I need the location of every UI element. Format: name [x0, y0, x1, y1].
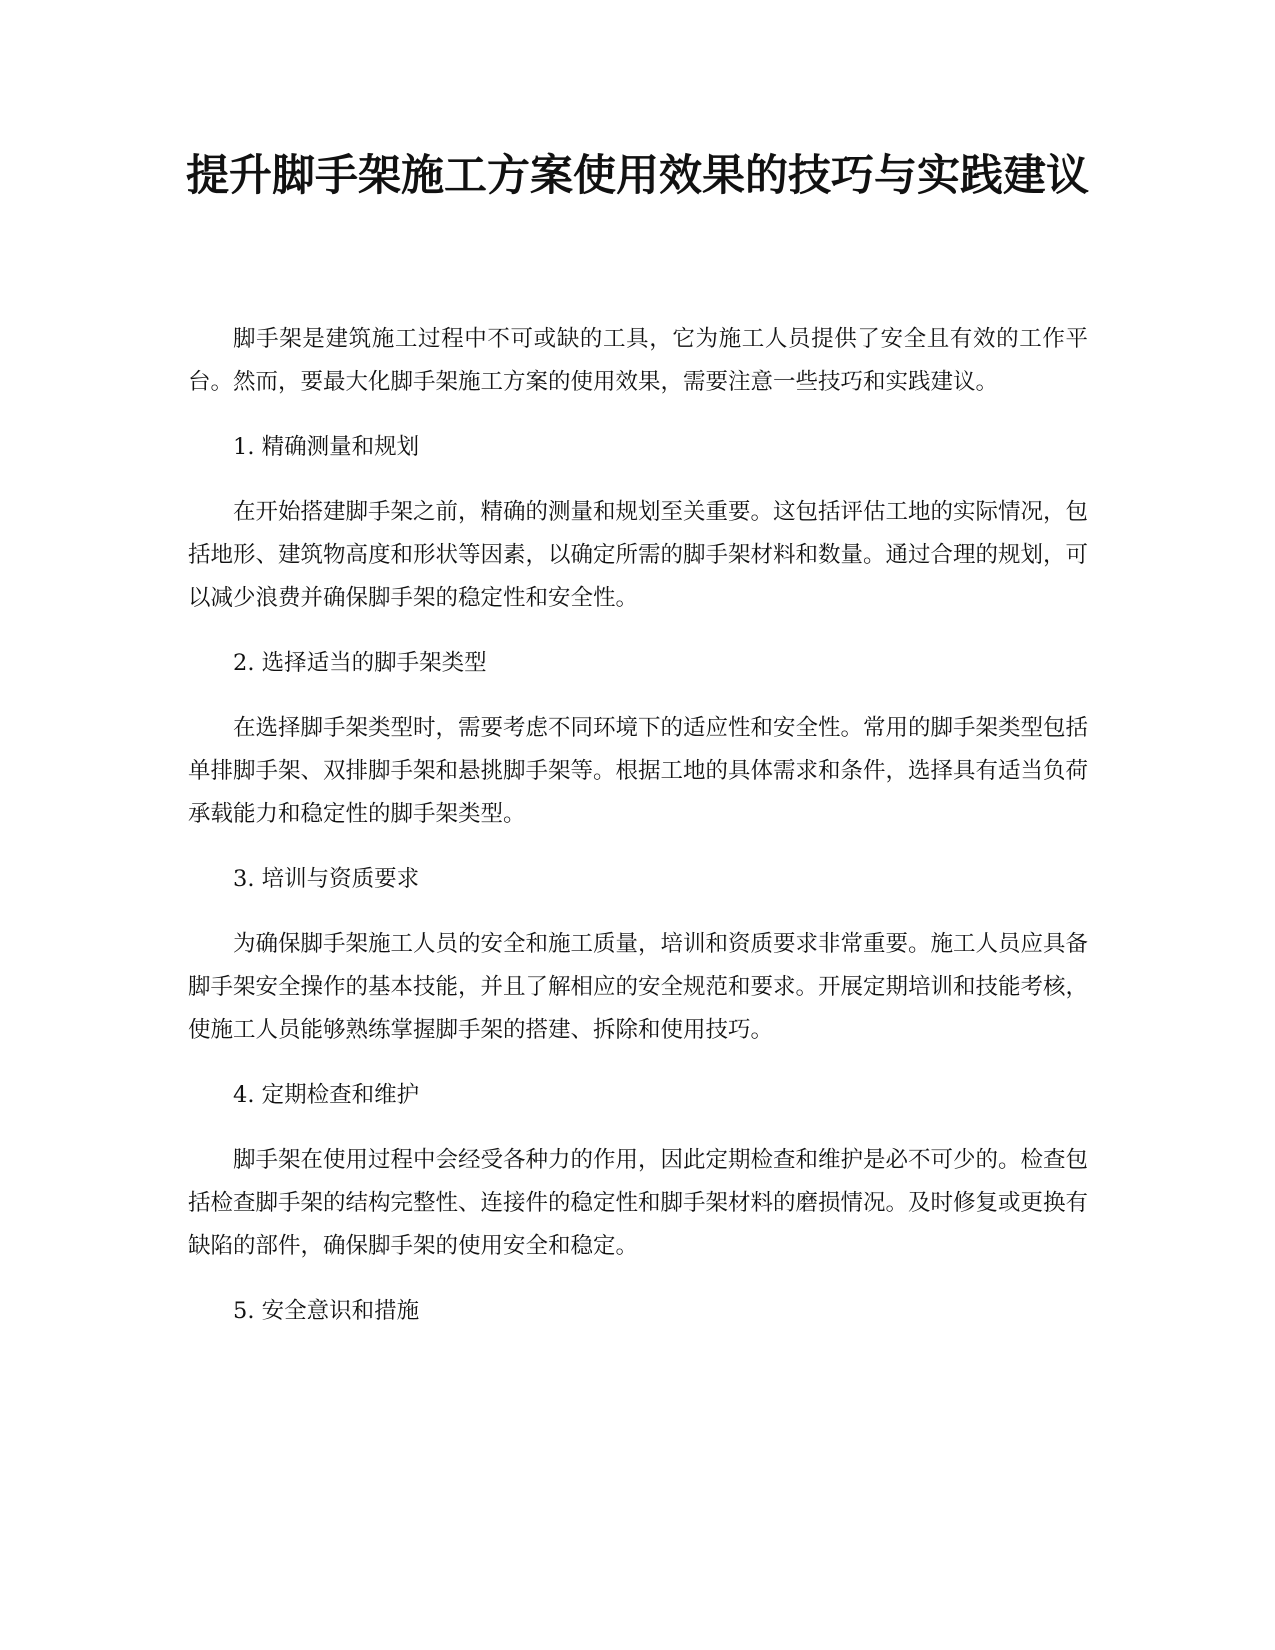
document-body [188, 318, 1088, 1355]
section-heading-4: 4. 定期检查和维护 [233, 1082, 420, 1108]
section-paragraph-2: 在选择脚手架类型时，需要考虑不同环境下的适应性和安全性。常用的脚手架类型包括单排脚手架、双排脚手架和悬挑脚手架等。根据工地的具体需求和条件，选择具有适当负荷承载能力和稳定性的脚手架类型。 [188, 715, 1089, 827]
section-heading-5: 5. 安全意识和措施 [233, 1298, 420, 1324]
section-heading-1: 1. 精确测量和规划 [233, 434, 420, 460]
section-heading-3: 3. 培训与资质要求 [233, 866, 420, 892]
document-title: 提升脚手架施工方案使用效果的技巧与实践建议 [186, 151, 1089, 201]
section-paragraph-4: 脚手架在使用过程中会经受各种力的作用，因此定期检查和维护是必不可少的。检查包括检查脚手架的结构完整性、连接件的稳定性和脚手架材料的磨损情况。及时修复或更换有缺陷的部件，确保脚手架的使用安全和稳定。 [188, 1147, 1089, 1259]
section-paragraph-3: 为确保脚手架施工人员的安全和施工质量，培训和资质要求非常重要。施工人员应具备脚手架安全操作的基本技能，并且了解相应的安全规范和要求。开展定期培训和技能考核，使施工人员能够熟练掌握脚手架的搭建、拆除和使用技巧。 [188, 931, 1089, 1043]
section-paragraph-1: 在开始搭建脚手架之前，精确的测量和规划至关重要。这包括评估工地的实际情况，包括地形、建筑物高度和形状等因素，以确定所需的脚手架材料和数量。通过合理的规划，可以减少浪费并确保脚手架的稳定性和安全性。 [188, 499, 1089, 611]
section-heading-2: 2. 选择适当的脚手架类型 [233, 650, 487, 676]
intro-paragraph: 脚手架是建筑施工过程中不可或缺的工具，它为施工人员提供了安全且有效的工作平台。然而，要最大化脚手架施工方案的使用效果，需要注意一些技巧和实践建议。 [188, 326, 1088, 395]
